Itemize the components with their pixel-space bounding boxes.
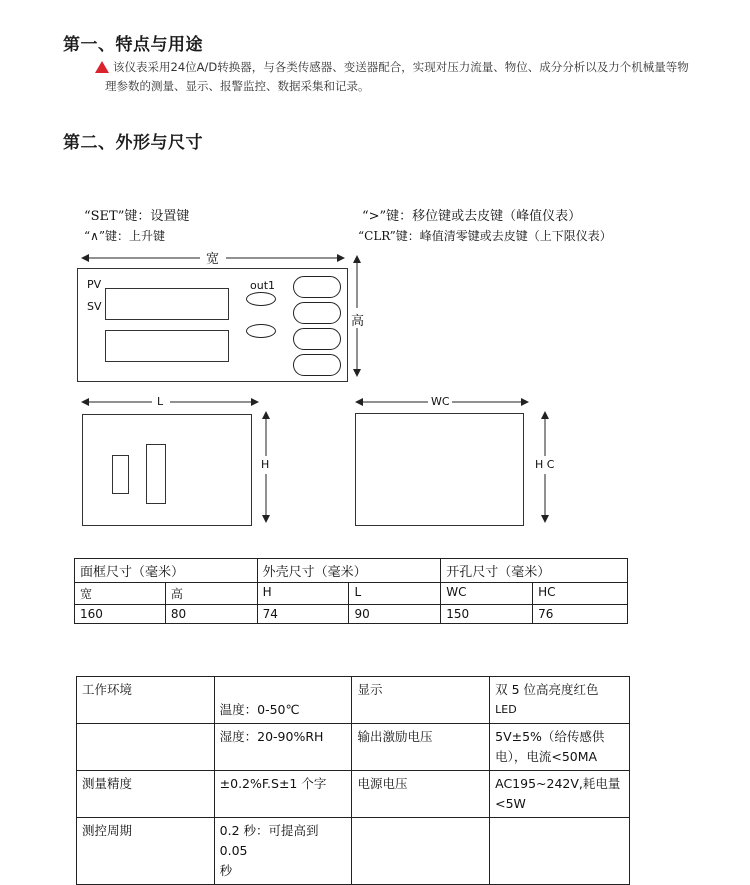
header-panel-size: 面框尺寸（毫米） [75,559,258,583]
h-label: H [261,458,270,471]
sv-display [105,330,229,362]
subheader-l: L [349,583,441,605]
spec-empty-cell-3 [490,818,630,885]
section-title-dimensions: 第二、外形与尺寸 [63,133,203,153]
shift-key-button [293,328,341,350]
spec-table [76,676,630,885]
features-text-line-2: 理参数的测量、显示、报警监控、数据采集和记录。 [105,79,370,93]
hc-label: H C [535,458,555,471]
side-connector-large [146,444,166,504]
subheader-h: H [257,583,349,605]
spec-power-line1: AC195~242V,耗电量 [495,776,621,791]
value-l: 90 [349,605,441,624]
subheader-height: 高 [165,583,257,605]
note-up-key: “∧”键：上升键 [84,229,166,243]
note-set-key: “SET”键：设置键 [84,209,190,224]
spec-empty-cell [77,724,215,771]
subheader-hc: HC [533,583,628,605]
l-label: L [157,395,164,408]
value-wc: 150 [441,605,533,624]
spec-accuracy-label: 测量精度 [77,771,215,818]
pv-label: PV [87,278,102,291]
out1-indicator [246,292,276,306]
value-h: 74 [257,605,349,624]
spec-display-value-line2: LED [495,703,517,716]
spec-excitation-line1: 5V±5%（给传感供 [495,729,605,744]
spec-empty-cell-2 [352,818,490,885]
header-housing-size: 外壳尺寸（毫米） [257,559,441,583]
note-clr-key: “CLR”键：峰值清零键或去皮键（上下限仪表） [358,229,612,243]
note-shift-key: “>”键：移位键或去皮键（峰值仪表） [362,209,582,224]
width-label: 宽 [206,252,220,267]
up-key-button [293,302,341,324]
value-height: 80 [165,605,257,624]
spec-excitation-label: 输出激励电压 [352,724,490,771]
spec-cycle-line2: 秒 [219,863,233,878]
spec-temperature: 温度：0-50℃ [214,677,352,724]
dimension-table [74,558,628,624]
section-title-features: 第一、特点与用途 [63,35,203,55]
spec-power-line2: <5W [495,796,526,811]
panel-cutout [355,413,524,526]
subheader-wc: WC [441,583,533,605]
spec-work-env-label: 工作环境 [77,677,215,724]
spec-cycle-label: 测控周期 [77,818,215,885]
spec-accuracy-value: ±0.2%F.S±1 个字 [214,771,352,818]
front-panel [77,268,348,382]
wc-label: WC [431,395,450,408]
header-cutout-size: 开孔尺寸（毫米） [441,559,628,583]
side-view-housing [82,414,252,526]
spec-cycle-line1: 0.2 秒：可提高到 0.05 [219,823,319,858]
set-key-button [293,276,341,298]
spec-power-value [490,771,630,818]
value-hc: 76 [533,605,628,624]
value-width: 160 [75,605,166,624]
spec-display-label: 显示 [352,677,490,724]
subheader-width: 宽 [75,583,166,605]
out2-indicator [246,324,276,338]
pv-display [105,288,229,320]
sv-label: SV [87,300,102,313]
spec-cycle-value [214,818,352,885]
spec-display-value-line1: 双 5 位高亮度红色 [495,682,599,697]
spec-power-label: 电源电压 [352,771,490,818]
features-text-line-1: 该仪表采用24位A/D转换器，与各类传感器、变送器配合，实现对压力流量、物位、成分分析以及力个机械量等物 [113,60,689,74]
spec-display-value [490,677,630,724]
out1-label: out1 [250,279,276,292]
clr-key-button [293,354,341,376]
height-label: 高 [351,314,365,329]
spec-excitation-value [490,724,630,771]
spec-excitation-line2: 电），电流<50MA [495,749,598,764]
side-connector-small [112,455,129,494]
spec-humidity: 湿度：20-90%RH [214,724,352,771]
